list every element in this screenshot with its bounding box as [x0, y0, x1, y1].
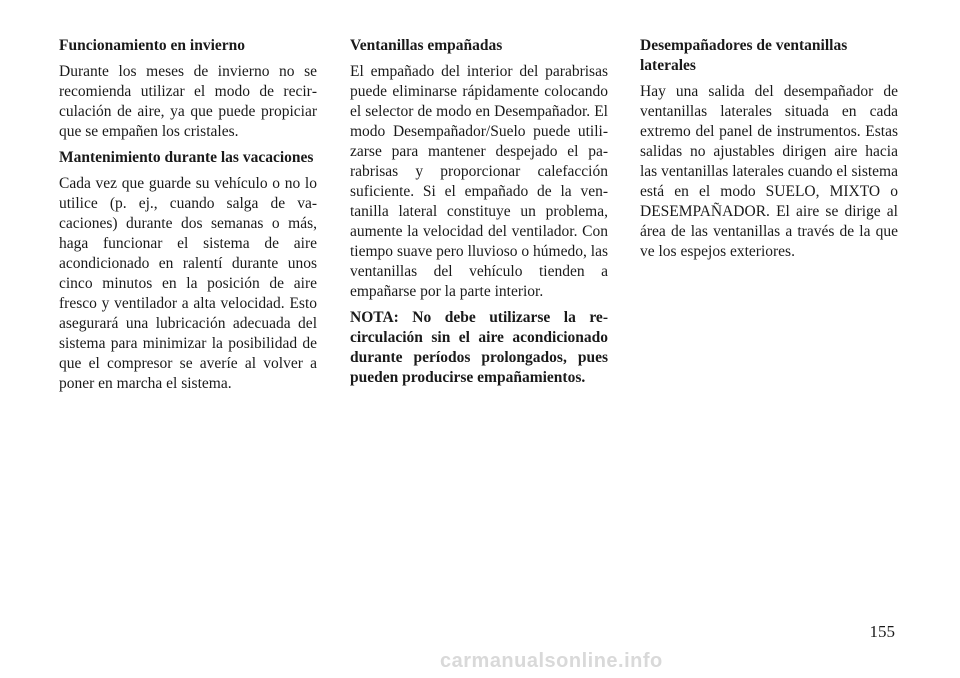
heading-winter-operation: Funcionamiento en invierno — [59, 37, 246, 54]
column-right — [640, 36, 898, 268]
note-recirculation: NOTA: No debe utilizarse la recirculación sin el aire acondicionado durante períodos prolongados, pues pueden producirse empañamientos. — [350, 309, 608, 386]
column-left — [59, 36, 317, 400]
paragraph-side-window-demisters: Hay una salida del desempañador de ventanillas laterales situada en cada extremo del panel de instrumentos. Estas salidas no ajustables dirigen aire hacia las ventanillas laterales cuando el sistema está en el modo SUELO, MIXTO o DESEMPAÑADOR. El aire se dirige al área de las ventanillas a través de la que ve los espejos exteriores. — [640, 83, 898, 260]
paragraph-fogged-windows: El empañado del interior del parabrisas puede eliminarse rápidamente colocando el selector de modo en Desempañador. El modo Desempañador/Suelo puede utilizarse para mantener despejado el parabrisas y proporcionar calefacción suficiente. Si el empañado de la ventanilla lateral constituye un problema, aumente la velocidad del ventilador. Con tiempo suave pero lluvioso o húmedo, las ventanillas del vehículo tienden a empañarse por la parte interior. — [350, 63, 608, 300]
heading-vacation-maintenance: Mantenimiento durante las vacaciones — [59, 149, 314, 166]
watermark-text: carmanualsonline.info — [440, 650, 663, 672]
heading-side-window-demisters: Desempañadores de ventanillas laterales — [640, 37, 848, 74]
column-middle — [350, 36, 608, 394]
page-number: 155 — [869, 622, 895, 641]
heading-fogged-windows: Ventanillas empañadas — [350, 37, 503, 54]
paragraph-vacation-maintenance: Cada vez que guarde su vehículo o no lo utilice (p. ej., cuando salga de vacaciones) durante dos semanas o más, haga funcionar el sistema de aire acondicionado en ralentí durante unos cinco minutos en la posición de aire fresco y ventilador a alta velocidad. Esto asegurará una lubricación adecuada del sistema para minimizar la posibilidad de que el compresor se averíe al volver a poner en marcha el sistema. — [59, 175, 317, 392]
paragraph-winter-operation: Durante los meses de invierno no se recomienda utilizar el modo de recirculación de aire, ya que puede propiciar que se empañen los cristales. — [59, 63, 317, 140]
